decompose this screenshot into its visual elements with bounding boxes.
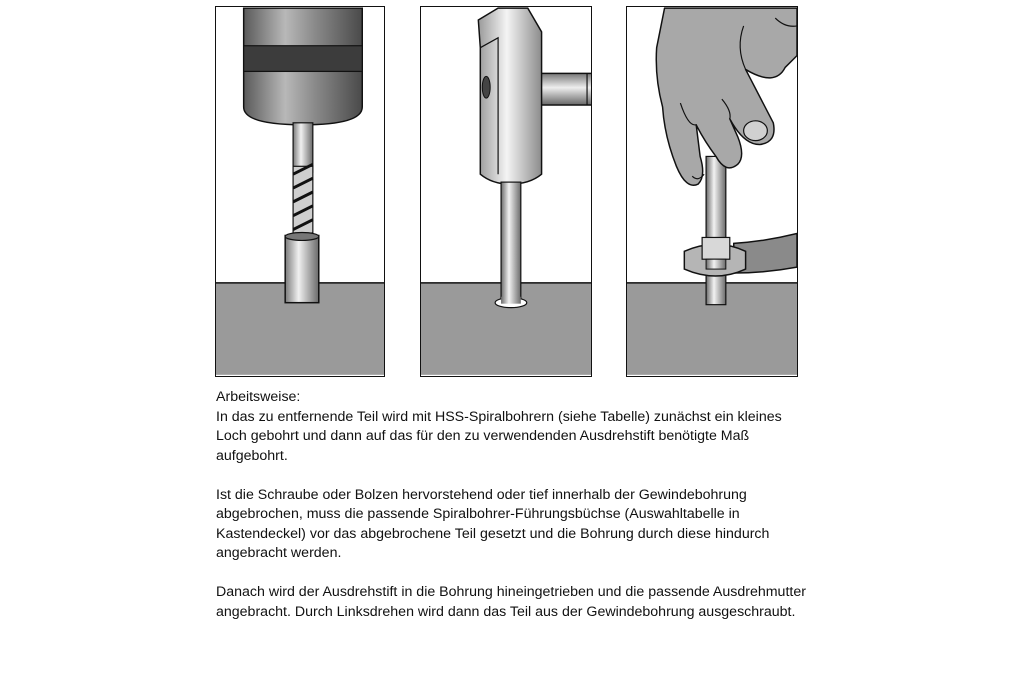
instructions-text: [216, 388, 806, 642]
wrench-hand-icon: [627, 7, 797, 376]
instructions-heading: Arbeitsweise:: [216, 389, 301, 405]
illustration-panel-unscrewing: [626, 6, 798, 377]
drill-bit-icon: [216, 7, 384, 376]
hammer-icon: [421, 7, 591, 376]
illustration-panel-hammering: [420, 6, 592, 377]
instructions-paragraph: Danach wird der Ausdrehstift in die Bohrung hineingetrieben und die passende Ausdrehmutter angebracht. Durch Linksdrehen wird dann das Teil aus der Gewindebohrung ausgeschraubt.: [216, 584, 806, 620]
illustration-panel-drilling: [215, 6, 385, 377]
instructions-paragraph: In das zu entfernende Teil wird mit HSS-Spiralbohrern (siehe Tabelle) zunächst ein kleines Loch gebohrt und dann auf das für den zu verwendenden Ausdrehstift benötigte Maß aufgebohrt.: [216, 408, 782, 464]
instructions-paragraph: Ist die Schraube oder Bolzen hervorstehend oder tief innerhalb der Gewindebohrung abgebrochen, muss die passende Spiralbohrer-Führungsbüchse (Auswahltabelle in Kastendeckel) vor das abgebrochene Teil gesetzt und die Bohrung durch diese hindurch angebracht werden.: [216, 486, 770, 561]
